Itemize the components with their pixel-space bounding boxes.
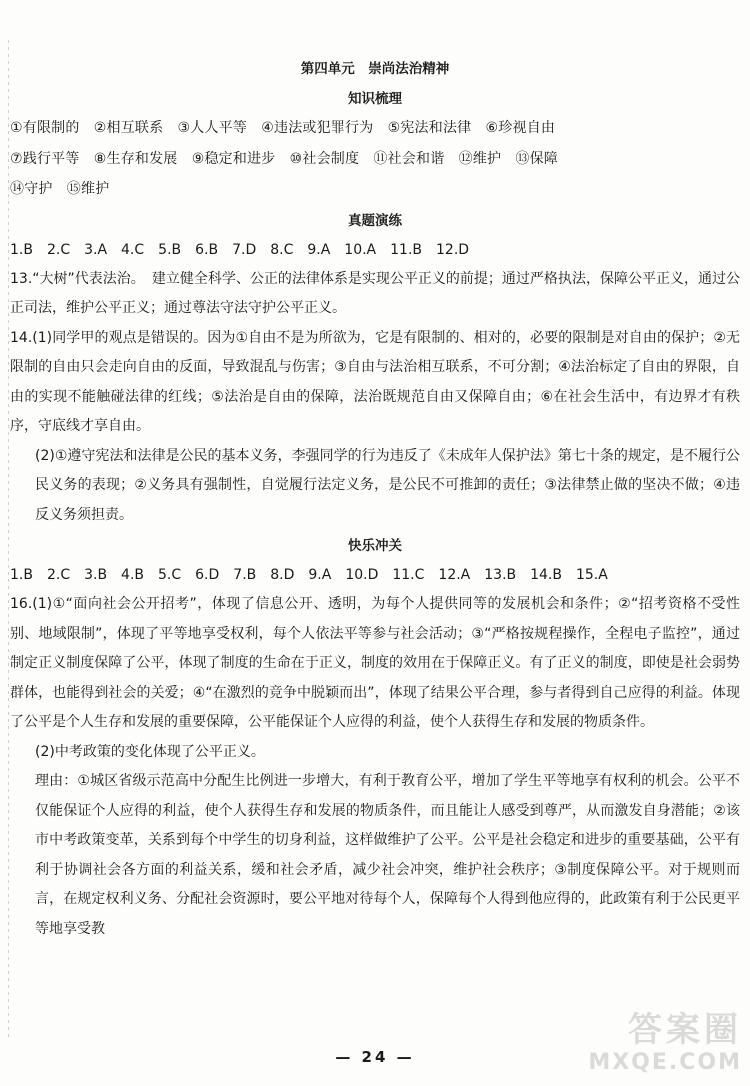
knowledge-line-1: ①有限制的 ②相互联系 ③人人平等 ④违法或犯罪行为 ⑤宪法和法律 ⑥珍视自由 — [10, 120, 556, 136]
happy-q16-reason: 理由：①城区省级示范高中分配生比例进一步增大，有利于教育公平，增加了学生平等地享有权利的机会。公平不仅能保证个人应得的利益，使个人获得生存和发展的物质条件，而且能让人感受到尊严，从而激发自身潜能；②该市中考政策变革，关系到每个中学生的切身利益，这样做维护了公平。公平是社会稳定和进步的重要基础，公平有利于协调社会各方面的利益关系，缓和社会矛盾，减少社会冲突，维护社会秩序；③制度保障公平。对于规则而言，在规定权利义务、分配社会资源时，要公平地对待每个人，保障每个人得到他应得的，此政策有利于公民更平等地享受教 — [35, 773, 740, 937]
site-watermark-logo — [552, 1010, 742, 1080]
section-title-happy: 快乐冲关 — [348, 538, 402, 554]
happy-q16-part2: (2)中考政策的变化体现了公平正义。 — [35, 743, 265, 760]
section-title-practice: 真题演练 — [348, 212, 402, 229]
practice-choice-answers: 1.B 2.C 3.A 4.C 5.B 6.B 7.D 8.C 9.A 10.A 11.B 12.D — [10, 241, 470, 258]
knowledge-line-2: ⑦践行平等 ⑧生存和发展 ⑨稳定和进步 ⑩社会制度 ⑪社会和谐 ⑫维护 ⑬保障 — [10, 150, 559, 167]
binding-margin-line — [8, 40, 9, 1040]
happy-q16-part1: 16.(1)①“面向社会公开招考”，体现了信息公开、透明，为每个人提供同等的发展机会和条件；②“招考资格不受性别、地域限制”，体现了平等地享受权利，每个人依法平等参与社会活动；③“严格按规程操作，全程电子监控”，通过制定正义制度保障了公平，体现了制度的生命在于正义，制度的效用在于保障正义。有了正义的制度，即使是社会弱势群体，也能得到社会的关爱；④“在激烈的竞争中脱颖而出”，体现了结果公平合理，参与者得到自己应得的利益。体现了公平是个人生存和发展的重要保障，公平能保证个人应得的利益，使个人获得生存和发展的物质条件。 — [10, 596, 740, 730]
page-content — [10, 55, 740, 944]
unit-title: 第四单元 崇尚法治精神 — [300, 61, 450, 77]
knowledge-line-3: ⑭守护 ⑮维护 — [10, 181, 110, 197]
page-number: — 24 — — [335, 1048, 415, 1066]
happy-choice-answers: 1.B 2.C 3.B 4.B 5.C 6.D 7.B 8.D 9.A 10.D 11.C 12.A 13.B 14.B 15.A — [10, 567, 608, 583]
practice-q14-part2: (2)①遵守宪法和法律是公民的基本义务，李强同学的行为违反了《未成年人保护法》第七十条的规定，是不履行公民义务的表现；②义务具有强制性，自觉履行法定义务，是公民不可推卸的责任；③法律禁止做的坚决不做；④违反义务须担责。 — [35, 447, 740, 523]
watermark-top-text: 答案圈 — [628, 1010, 742, 1050]
watermark-bottom-text: MXQE.COM — [588, 1050, 742, 1075]
practice-q14-part1: 14.(1)同学甲的观点是错误的。因为①自由不是为所欲为，它是有限制的、相对的，必要的限制是对自由的保护；②无限制的自由只会走向自由的反面，导致混乱与伤害；③自由与法治相互联系，不可分割；④法治标定了自由的界限，自由的实现不能触碰法律的红线；⑤法治是自由的保障，法治既规范自由又保障自由；⑥在社会生活中，有边界才有秩序，守底线才享自由。 — [10, 329, 740, 434]
section-title-knowledge: 知识梳理 — [348, 91, 402, 107]
practice-q13: 13.“大树”代表法治。 建立健全科学、公正的法律体系是实现公平正义的前提；通过严格执法，保障公平正义，通过公正司法，维护公平正义；通过尊法守法守护公平正义。 — [10, 270, 740, 316]
